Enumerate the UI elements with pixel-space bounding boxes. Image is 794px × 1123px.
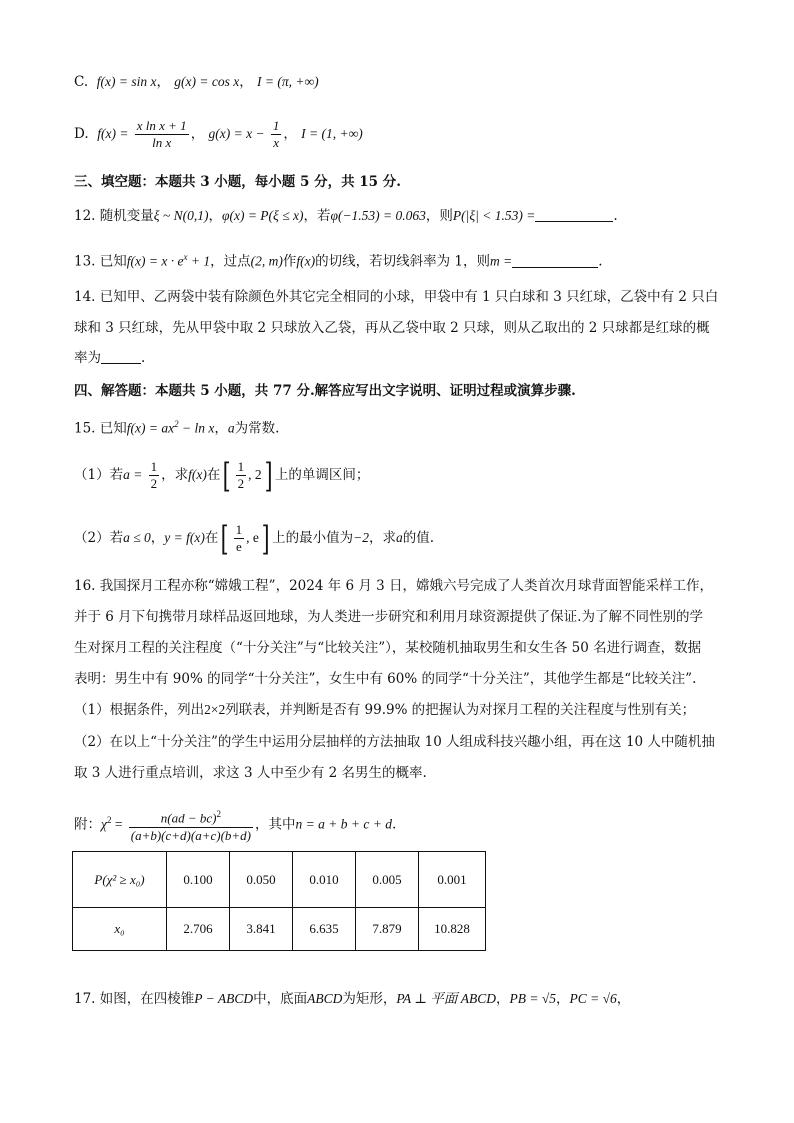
question-15-part-1: [74, 455, 369, 495]
math-expr: f(x) = x · e: [126, 253, 184, 269]
math-expr: (2, m): [250, 253, 283, 269]
question-16-line-2: 并于 6 月下旬携带月球样品返回地球，为人类进一步研究和利用月球资源提供了保证.为了解不同性别的学: [74, 609, 703, 625]
text: 中，底面: [253, 991, 308, 1007]
question-14-line-3: [74, 348, 145, 368]
text: 的值.: [402, 530, 435, 546]
math-expr: , 2: [248, 467, 262, 482]
superscript: 2: [216, 809, 221, 820]
fraction-denominator: x: [273, 135, 279, 150]
math-expr: a: [396, 530, 403, 545]
text: 为常数.: [234, 420, 280, 437]
text: 已知: [99, 420, 127, 437]
superscript: 2: [106, 815, 112, 825]
table-cell: 0.050: [230, 852, 293, 908]
fraction-denominator: (a+b)(c+d)(a+c)(b+d): [130, 827, 252, 843]
math-expr: ABCD: [307, 991, 343, 1006]
fraction: [135, 118, 189, 151]
math-expr: a: [227, 420, 235, 436]
chi-square-critical-value-table: [72, 851, 486, 951]
text: ，若: [303, 208, 331, 224]
superscript: x: [183, 252, 188, 262]
math-expr: f(x): [296, 253, 316, 269]
fraction: [234, 522, 245, 555]
text: 作: [282, 253, 297, 270]
appendix-formula: [74, 800, 396, 845]
fraction: [149, 459, 160, 492]
table-cell: 6.635: [293, 908, 356, 951]
text: 率为: [74, 350, 101, 366]
question-number: 12.: [74, 208, 96, 224]
table-cell: 7.879: [356, 908, 419, 951]
math-expr: n(ad − bc): [160, 810, 217, 826]
question-16-part-2-line-1: （2）在以上“十分关注”的学生中运用分层抽样的方法抽取 10 人组成科技兴趣小组，再在这 10 人中随机抽: [74, 734, 715, 750]
table-cell: 10.828: [419, 908, 486, 951]
math-expr: PB = √5: [509, 991, 556, 1006]
right-bracket: ]: [264, 455, 273, 496]
math-expr: φ(x) = P(ξ ≤ x): [222, 208, 304, 223]
math-expr: f(x) = ax: [126, 420, 175, 436]
question-13: [74, 247, 603, 272]
fraction: [236, 459, 247, 492]
fraction-numerator: 1: [237, 459, 245, 474]
math-expr: =: [111, 816, 123, 832]
question-12: [74, 206, 618, 226]
question-16-part-1: [74, 700, 695, 720]
text: ，求: [369, 530, 397, 546]
fraction: [271, 118, 282, 151]
math-expr: a =: [123, 467, 143, 482]
math-expr: I = (π, +∞): [257, 74, 319, 89]
table-row: [73, 852, 486, 908]
math-expr: f(x) =: [97, 126, 129, 141]
question-16-part-2-line-2: 取 3 人进行重点培训，求这 3 人中至少有 2 名男生的概率.: [74, 765, 427, 781]
fraction-numerator: x ln x + 1: [136, 118, 187, 133]
text: .: [613, 208, 618, 224]
superscript: 2: [174, 419, 179, 429]
math-expr: P − ABCD: [194, 991, 254, 1006]
question-16-line-3: 生对探月工程的关注程度（“十分关注”与“比较关注”），某校随机抽取男生和女生各 50 名进行调查，数据: [74, 640, 702, 656]
question-number: 15.: [74, 420, 96, 437]
question-number: 17.: [74, 991, 96, 1007]
text: ，过点: [210, 253, 251, 270]
table-header-cell: P(χ² ≥ x₀): [73, 852, 167, 908]
text: 在: [206, 467, 221, 483]
text: （2）若: [74, 530, 124, 546]
option-d: D. f(x) = $\frac{\text{x ln x + 1}}{\text{ln x}}$ ， g(x) = x − $\frac{1}{x}$ ， I = (1, +∞): [74, 118, 363, 150]
section-3-heading: 三、填空题：本题共 3 小题，每小题 5 分，共 15 分.: [74, 174, 401, 190]
math-expr: f(x) = sin x: [96, 74, 157, 89]
fraction-numerator: 1: [150, 459, 158, 474]
table-cell: 3.841: [230, 908, 293, 951]
fraction-denominator: e: [235, 539, 242, 554]
text: 列联表，并判断是否有 99.9% 的把握认为对探月工程的关注程度与性别有关；: [225, 702, 696, 718]
text: .: [391, 816, 397, 833]
option-c: C. f(x) = sin x， g(x) = cos x， I = (π, +∞): [74, 74, 319, 90]
math-expr: m =: [489, 253, 513, 269]
table-cell: 0.005: [356, 852, 419, 908]
question-16-line-4: 表明：男生中有 90% 的同学“十分关注”，女生中有 60% 的同学“十分关注”，其他学生都是“比较关注”.: [74, 671, 697, 687]
math-expr: PA ⊥ 平面 ABCD: [396, 991, 496, 1006]
text: .: [141, 350, 146, 366]
fraction-numerator: 1: [272, 118, 280, 133]
math-expr: PC = √6: [569, 991, 617, 1006]
table-header-cell: x₀: [73, 908, 167, 951]
math-expr: P(|ξ| < 1.53) =: [452, 208, 536, 223]
text: ，求: [161, 467, 189, 483]
text: 在: [204, 530, 219, 546]
table-row: [73, 908, 486, 951]
math-expr: 2×2: [204, 702, 226, 717]
right-bracket: ]: [261, 518, 270, 559]
math-expr: − ln x: [178, 420, 215, 436]
table-cell: 2.706: [167, 908, 230, 951]
math-expr: a ≤ 0: [123, 530, 151, 545]
math-expr: + 1: [187, 253, 211, 269]
text: 上的单调区间；: [274, 467, 370, 483]
text: ，则: [425, 208, 453, 224]
text: 上的最小值为: [272, 530, 354, 546]
math-expr: y = f(x): [164, 530, 205, 545]
math-expr: g(x) = x −: [208, 126, 265, 141]
text: ，其中: [255, 816, 296, 833]
text: ，: [616, 991, 631, 1007]
fraction-numerator: 1: [235, 522, 243, 537]
option-label: D.: [74, 126, 89, 142]
math-expr: , e: [246, 530, 259, 545]
math-expr: φ(−1.53) = 0.063: [330, 208, 426, 223]
left-bracket: [: [223, 455, 231, 496]
question-17: [74, 989, 630, 1009]
question-16-line-1: 16. 我国探月工程亦称“嫦娥工程”，2024 年 6 月 3 日，嫦娥六号完成了人类首次月球背面智能采样工作，: [74, 578, 714, 594]
text: ，: [150, 530, 165, 546]
math-expr: n = a + b + c + d: [295, 816, 392, 832]
question-14-line-2: 球和 3 只红球，先从甲袋中取 2 只球放入乙袋，再从乙袋中取 2 只球，则从乙取出的 2 只球都是红球的概: [74, 320, 710, 336]
math-expr: f(x): [188, 467, 207, 482]
fraction-numerator: [129, 806, 253, 827]
text: 附：: [74, 816, 101, 833]
left-bracket: [: [221, 518, 229, 559]
text: ，: [208, 208, 222, 224]
fraction-denominator: 2: [237, 476, 245, 491]
text: （1）根据条件，列出: [74, 702, 205, 718]
chi-square-fraction: [129, 806, 253, 843]
question-14-line-1: 14. 已知甲、乙两袋中装有除颜色外其它完全相同的小球，甲袋中有 1 只白球和 3 只红球，乙袋中有 2 只白: [74, 289, 719, 305]
option-label: C.: [74, 74, 89, 90]
text: .: [598, 253, 603, 270]
math-expr: ξ ~ N(0,1): [153, 208, 209, 223]
fraction-denominator: 2: [150, 476, 158, 491]
table-cell: 0.010: [293, 852, 356, 908]
math-expr: χ: [101, 816, 107, 832]
math-expr: I = (1, +∞): [301, 126, 363, 141]
text: ，: [495, 991, 510, 1007]
math-expr: g(x) = cos x: [174, 74, 240, 89]
section-4-heading: 四、解答题：本题共 5 小题，共 77 分.解答应写出文字说明、证明过程或演算步骤.: [74, 383, 576, 399]
text: ，: [556, 991, 570, 1007]
question-number: 13.: [74, 253, 96, 270]
text: 已知: [99, 253, 127, 270]
answer-blank: [535, 207, 613, 222]
question-15: [74, 414, 279, 439]
table-cell: 0.100: [167, 852, 230, 908]
text: 为矩形，: [342, 991, 397, 1007]
text: ，: [214, 420, 228, 437]
text: （1）若: [74, 467, 124, 483]
answer-blank: [101, 349, 141, 364]
math-expr: −2: [353, 530, 370, 545]
answer-blank: [512, 253, 598, 268]
table-cell: 0.001: [419, 852, 486, 908]
text: 的切线，若切线斜率为 1，则: [315, 253, 490, 270]
text: 如图，在四棱锥: [99, 991, 195, 1007]
fraction-denominator: ln x: [152, 135, 172, 150]
question-15-part-2: [74, 518, 434, 558]
text: 随机变量: [99, 208, 154, 224]
